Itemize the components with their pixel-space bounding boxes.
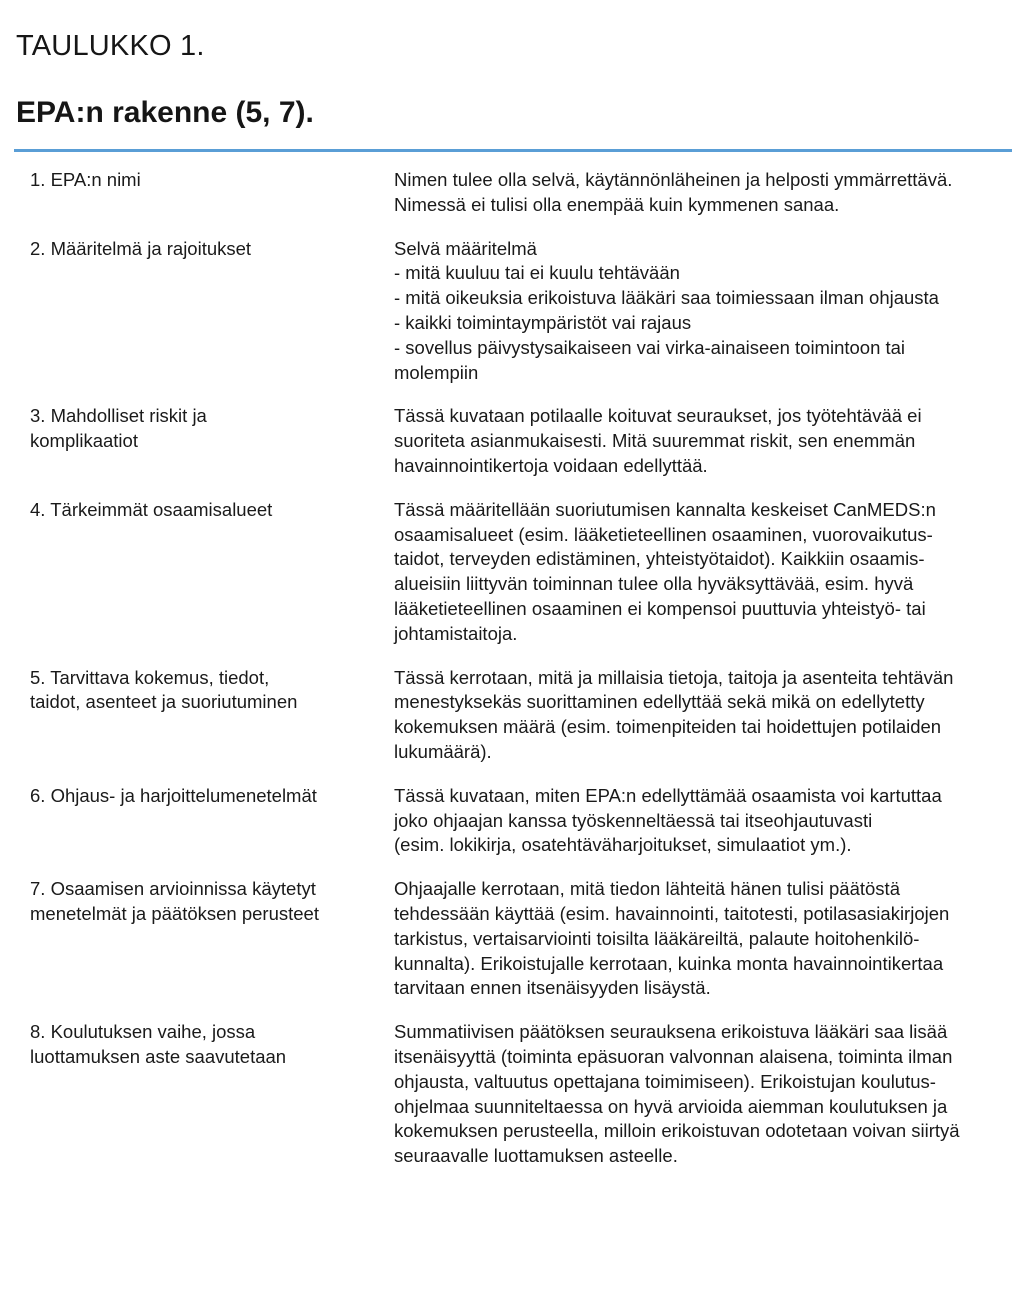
description-line: kokemuksen perusteella, milloin erikoistuvan odotetaan voivan siirtyä: [394, 1120, 960, 1142]
description-line: Tässä kuvataan, miten EPA:n edellyttämää osaamista voi kartuttaa: [394, 784, 942, 806]
term-line: 1. EPA:n nimi: [30, 169, 141, 190]
table-row: [0, 877, 1024, 1001]
description-line: lukumäärä).: [394, 740, 492, 762]
description-line: (esim. lokikirja, osatehtäväharjoitukset, simulaatiot ym.).: [394, 834, 852, 856]
row-description: [394, 168, 999, 218]
row-term: [0, 404, 394, 454]
description-line: Ohjaajalle kerrotaan, mitä tiedon lähteitä hänen tulisi päätöstä: [394, 878, 900, 900]
row-term: [0, 168, 394, 193]
description-line: Nimessä ei tulisi olla enempää kuin kymmenen sanaa.: [394, 193, 840, 215]
header-divider: [14, 149, 1012, 152]
term-line: luottamuksen aste saavutetaan: [30, 1045, 287, 1067]
description-line: kunnalta). Erikoistujalle kerrotaan, kuinka monta havainnointikertaa: [394, 952, 944, 974]
row-term: [0, 666, 394, 716]
description-line: - mitä oikeuksia erikoistuva lääkäri saa toimiessaan ilman ohjausta: [394, 287, 939, 309]
description-line: menestyksekäs suorittaminen edellyttää sekä mikä on edellytetty: [394, 691, 925, 713]
description-line: kokemuksen määrä (esim. toimenpiteiden tai hoidettujen potilaiden: [394, 716, 942, 738]
description-line: lääketieteellinen osaaminen ei kompensoi puuttuvia yhteistyö- tai: [394, 597, 926, 619]
term-line: 5. Tarvittava kokemus, tiedot,: [30, 666, 270, 688]
term-line: menetelmät ja päätöksen perusteet: [30, 902, 319, 924]
row-term: [0, 877, 394, 927]
description-line: molempiin: [394, 361, 479, 383]
description-line: suoriteta asianmukaisesti. Mitä suuremmat riskit, sen enemmän: [394, 430, 916, 452]
term-line: 4. Tärkeimmät osaamisalueet: [30, 498, 273, 520]
row-description: [394, 498, 999, 647]
term-line: 2. Määritelmä ja rajoitukset: [30, 237, 252, 259]
description-line: seuraavalle luottamuksen asteelle.: [394, 1145, 678, 1167]
row-description: [394, 237, 999, 386]
row-term: [0, 1020, 394, 1070]
description-line: ohjausta, valtuutus opettajana toimimiseen). Erikoistujan koulutus-: [394, 1070, 936, 1092]
description-line: Tässä määritellään suoriutumisen kannalta keskeiset CanMEDS:n: [394, 498, 936, 520]
row-term: [0, 784, 394, 809]
description-line: Tässä kuvataan potilaalle koituvat seuraukset, jos työtehtävää ei: [394, 405, 922, 427]
table-row: [0, 237, 1024, 386]
description-line: tarvitaan ennen itsenäisyyden lisäystä.: [394, 977, 711, 999]
description-line: ohjelmaa suunniteltaessa on hyvä arvioida aiemman koulutuksen ja: [394, 1095, 948, 1117]
description-line: taidot, terveyden edistäminen, yhteistyötaidot). Kaikkiin osaamis-: [394, 548, 925, 570]
description-line: johtamistaitoja.: [394, 622, 518, 644]
row-description: [394, 404, 999, 478]
description-line: havainnointikertoja voidaan edellyttää.: [394, 454, 708, 476]
table-title: EPA:n rakenne (5, 7).: [16, 96, 314, 129]
table-row: [0, 168, 1024, 218]
table-row: [0, 666, 1024, 765]
description-line: - kaikki toimintaympäristöt vai rajaus: [394, 311, 692, 333]
term-line: taidot, asenteet ja suoriutuminen: [30, 691, 298, 713]
description-line: Selvä määritelmä: [394, 237, 537, 259]
term-line: komplikaatiot: [30, 430, 138, 452]
description-line: Summatiivisen päätöksen seurauksena erikoistuva lääkäri saa lisää: [394, 1021, 948, 1043]
table-row: [0, 784, 1024, 858]
table-body: [0, 168, 1024, 1169]
term-line: 7. Osaamisen arvioinnissa käytetyt: [30, 878, 316, 900]
table-label: TAULUKKO 1.: [16, 30, 205, 62]
row-description: [394, 1020, 999, 1169]
term-line: 3. Mahdolliset riskit ja: [30, 405, 207, 427]
row-term: [0, 498, 394, 523]
description-line: alueisiin liittyvän toiminnan tulee olla hyväksyttävää, esim. hyvä: [394, 573, 914, 595]
description-line: - sovellus päivystysaikaiseen vai virka-ainaiseen toimintoon tai: [394, 336, 906, 358]
description-line: joko ohjaajan kanssa työskenneltäessä tai itseohjautuvasti: [394, 809, 873, 831]
description-line: Tässä kerrotaan, mitä ja millaisia tietoja, taitoja ja asenteita tehtävän: [394, 666, 954, 688]
row-description: [394, 784, 999, 858]
description-line: tehdessään käyttää (esim. havainnointi, taitotesti, potilasasiakirjojen: [394, 902, 950, 924]
table-row: [0, 404, 1024, 478]
row-description: [394, 666, 999, 765]
row-description: [394, 877, 999, 1001]
description-line: osaamisalueet (esim. lääketieteellinen osaaminen, vuorovaikutus-: [394, 523, 933, 545]
description-line: tarkistus, vertaisarviointi toisilta lääkäreiltä, palaute hoitohenkilö-: [394, 927, 920, 949]
table-row: [0, 1020, 1024, 1169]
description-line: - mitä kuuluu tai ei kuulu tehtävään: [394, 262, 680, 284]
description-line: Nimen tulee olla selvä, käytännönläheinen ja helposti ymmärrettävä.: [394, 169, 953, 190]
term-line: 8. Koulutuksen vaihe, jossa: [30, 1021, 256, 1043]
row-term: [0, 237, 394, 262]
table-row: [0, 498, 1024, 647]
term-line: 6. Ohjaus- ja harjoittelumenetelmät: [30, 784, 317, 806]
description-line: itsenäisyyttä (toiminta epäsuoran valvonnan alaisena, toiminta ilman: [394, 1045, 953, 1067]
